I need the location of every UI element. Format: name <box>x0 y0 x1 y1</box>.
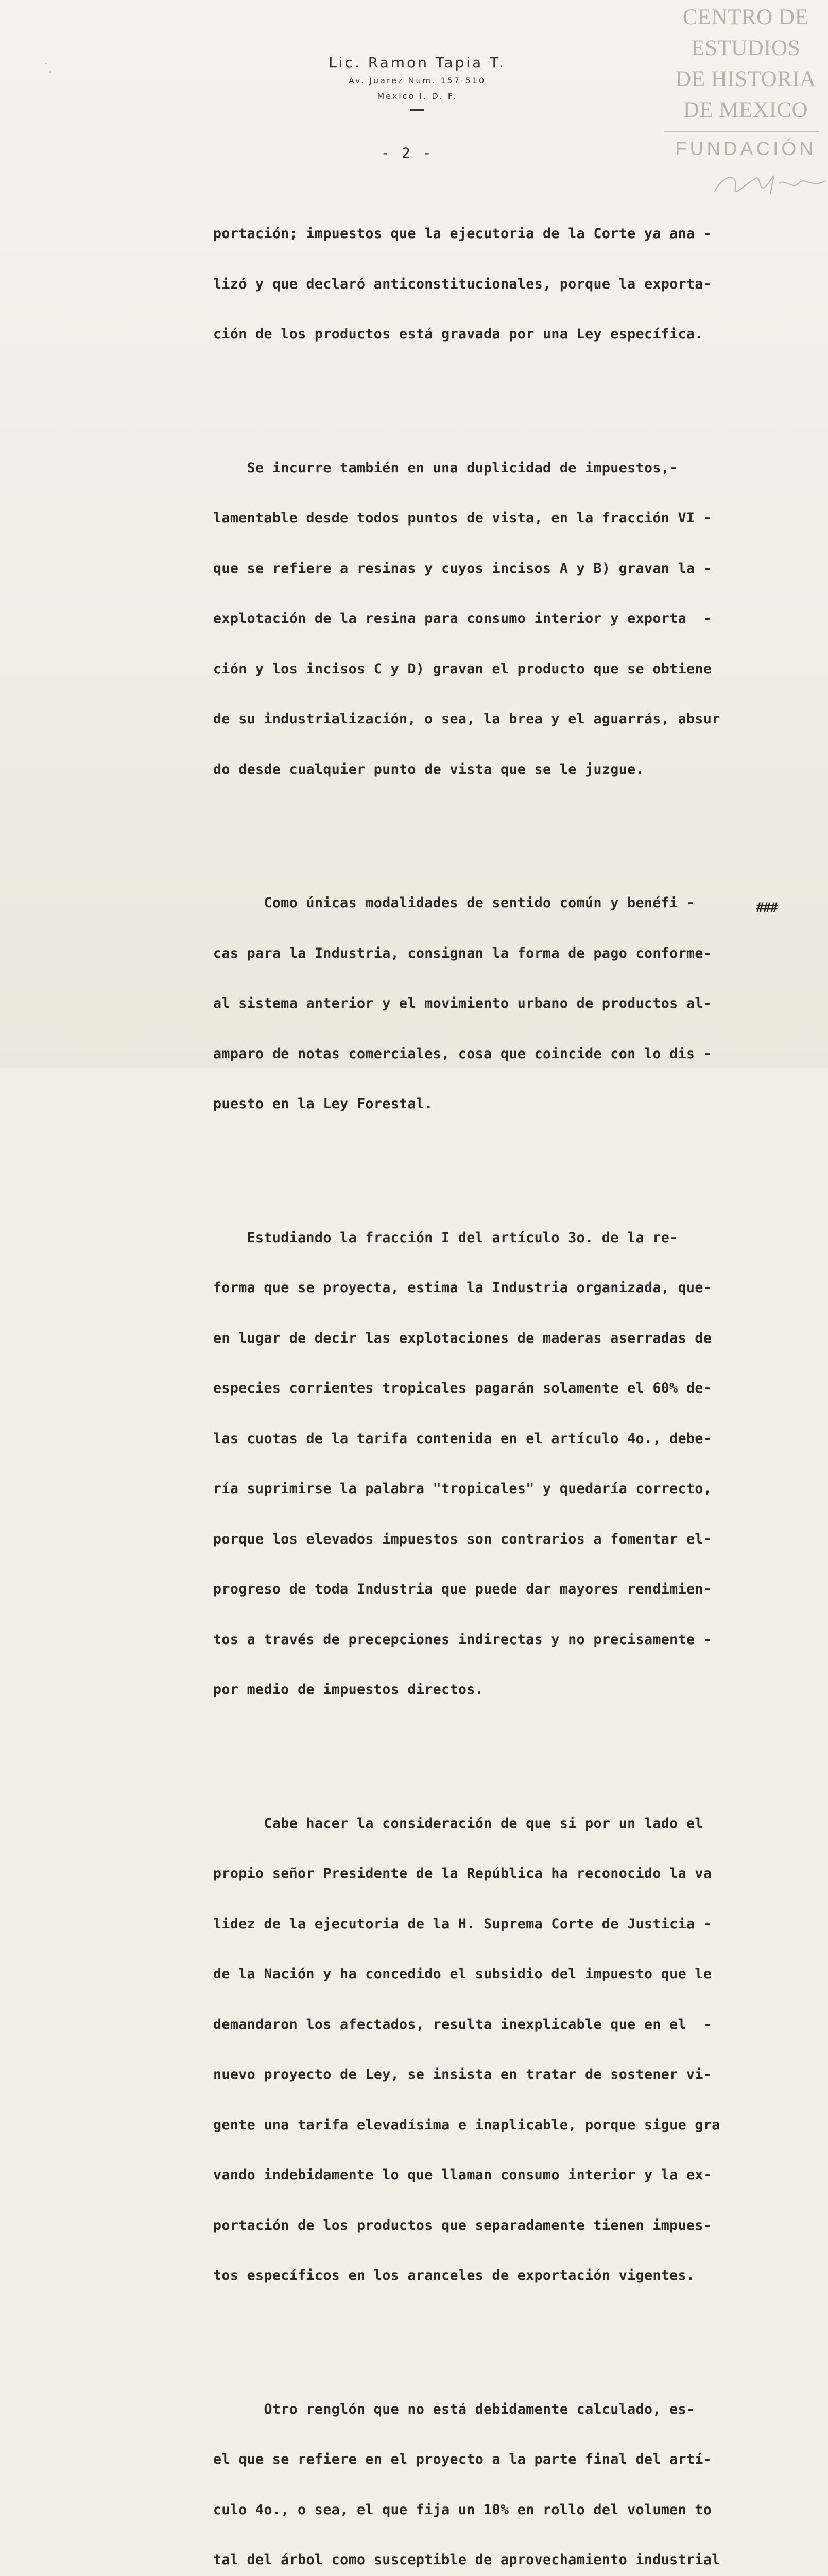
text-line: Cabe hacer la consideración de que si por un lado el <box>213 1816 805 1833</box>
text-line: ción y los incisos C y D) gravan el producto que se obtiene <box>213 661 805 678</box>
text-line: ría suprimirse la palabra "tropicales" y quedaría correcto, <box>213 1481 805 1498</box>
letterhead <box>288 53 546 111</box>
text-line: lidez de la ejecutoria de la H. Suprema Corte de Justicia - <box>213 1916 805 1933</box>
document-page <box>0 0 828 1068</box>
text-line: de su industrialización, o sea, la brea y el aguarrás, absur <box>213 711 805 728</box>
text-line: gente una tarifa elevadísima e inaplicable, porque sigue gra <box>213 2117 805 2134</box>
text-line: Se incurre también en una duplicidad de impuestos,- <box>213 460 805 477</box>
letterhead-name: Lic. Ramon Tapia T. <box>288 53 546 73</box>
paragraph <box>213 427 805 812</box>
text-line: de la Nación y ha concedido el subsidio del impuesto que le <box>213 1966 805 1983</box>
letterhead-address: Av. Juarez Num. 157-510 <box>288 73 546 89</box>
text-line: demandaron los afectados, resulta inexplicable que en el - <box>213 2016 805 2033</box>
text-line: amparo de notas comerciales, cosa que coincide con lo dis - <box>213 1046 805 1063</box>
text-line: especies corrientes tropicales pagarán solamente el 60% de- <box>213 1380 805 1397</box>
text-line: el que se refiere en el proyecto a la parte final del artí- <box>213 2451 805 2468</box>
watermark-line: DE MEXICO <box>663 95 828 126</box>
text-line: que se refiere a resinas y cuyos incisos A y B) gravan la - <box>213 561 805 578</box>
text-line: cas para la Industria, consignan la forma de pago conforme- <box>213 945 805 962</box>
text-line: Como únicas modalidades de sentido común y benéfi - <box>213 895 805 912</box>
paper-speck <box>45 63 47 64</box>
text-line: al sistema anterior y el movimiento urbano de productos al- <box>213 995 805 1012</box>
text-line: por medio de impuestos directos. <box>213 1682 805 1699</box>
text-line: propio señor Presidente de la República ha reconocido la va <box>213 1866 805 1883</box>
text-line: progreso de toda Industria que puede dar mayores rendimien- <box>213 1581 805 1598</box>
text-line: en lugar de decir las explotaciones de maderas aserradas de <box>213 1330 805 1347</box>
watermark-divider <box>664 131 819 132</box>
text-line: tos a través de precepciones indirectas y no precisamente - <box>213 1632 805 1649</box>
text-line: puesto en la Ley Forestal. <box>213 1096 805 1113</box>
text-line: do desde cualquier punto de vista que se le juzgue. <box>213 761 805 778</box>
paragraph <box>213 1782 805 2318</box>
text-line: vando indebidamente lo que llaman consumo interior y la ex- <box>213 2167 805 2184</box>
paragraph <box>213 1196 805 1732</box>
text-line: explotación de la resina para consumo interior y exporta - <box>213 611 805 628</box>
watermark-foundation: FUNDACIÓN <box>663 136 828 162</box>
letterhead-divider <box>410 109 424 111</box>
watermark-line: DE HISTORIA <box>663 64 828 95</box>
archive-watermark <box>663 2 828 162</box>
paper-speck <box>49 71 51 73</box>
text-line: lizó y que declaró anticonstitucionales, porque la exporta- <box>213 276 805 293</box>
paragraph <box>213 861 805 1146</box>
text-line: portación de los productos que separadamente tienen impues- <box>213 2217 805 2234</box>
watermark-line: ESTUDIOS <box>663 33 828 64</box>
text-line: porque los elevados impuestos son contrarios a fomentar el- <box>213 1531 805 1548</box>
text-line: culo 4o., o sea, el que fija un 10% en rollo del volumen to <box>213 2502 805 2519</box>
page-number: - 2 - <box>381 145 433 161</box>
paragraph <box>213 192 805 377</box>
text-line: tal del árbol como susceptible de aprovechamiento industrial <box>213 2552 805 2569</box>
text-line: tos específicos en los aranceles de exportación vigentes. <box>213 2267 805 2284</box>
letter-body <box>213 159 805 2576</box>
text-line: Otro renglón que no está debidamente calculado, es- <box>213 2401 805 2418</box>
text-line: forma que se proyecta, estima la Industria organizada, que- <box>213 1280 805 1297</box>
text-line: portación; impuestos que la ejecutoria de la Corte ya ana - <box>213 226 805 243</box>
watermark-line: CENTRO DE <box>663 2 828 33</box>
text-line: ción de los productos está gravada por una Ley específica. <box>213 326 805 343</box>
text-line: lamentable desde todos puntos de vista, en la fracción VI - <box>213 510 805 527</box>
text-line: Estudiando la fracción I del artículo 3o. de la re- <box>213 1230 805 1247</box>
paragraph <box>213 2368 805 2576</box>
text-line: nuevo proyecto de Ley, se insista en tratar de sostener vi- <box>213 2066 805 2083</box>
text-line: las cuotas de la tarifa contenida en el artículo 4o., debe- <box>213 1431 805 1448</box>
letterhead-city: Mexico I. D. F. <box>288 89 546 104</box>
end-mark: ### <box>756 900 777 916</box>
